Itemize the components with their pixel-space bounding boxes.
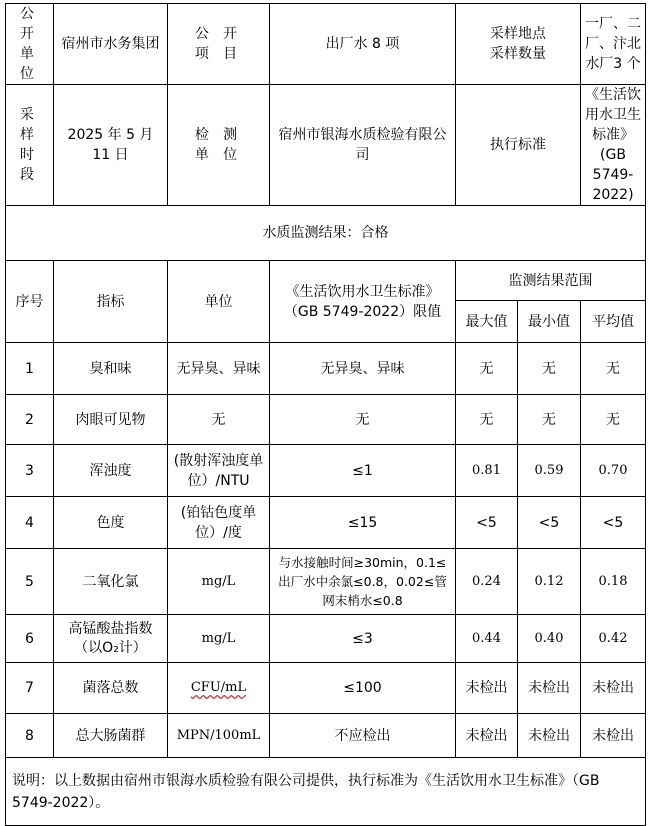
- row-min: 无: [518, 343, 581, 395]
- row-limit: 无异臭、异味: [270, 343, 456, 395]
- col-range: 监测结果范围: [456, 261, 646, 301]
- col-min: 最小值: [518, 301, 581, 343]
- col-limit: 《生活饮用水卫生标准》（GB 5749-2022）限值: [270, 261, 456, 343]
- row-unit: (铂钴色度单位）/度: [168, 497, 270, 549]
- row-min: 0.59: [518, 445, 581, 497]
- sampling-time-value: 2025 年 5 月 11 日: [54, 85, 168, 206]
- table-row: [6, 445, 646, 497]
- row-no: 6: [6, 615, 54, 663]
- table-row: [6, 343, 646, 395]
- row-min: <5: [518, 497, 581, 549]
- row-avg: 0.42: [581, 615, 646, 663]
- table-row: [6, 615, 646, 663]
- row-indicator: 臭和味: [54, 343, 168, 395]
- row-no: 2: [6, 395, 54, 445]
- disclosure-unit-label: 公 开 单 位: [6, 4, 54, 85]
- row-min: 未检出: [518, 714, 581, 758]
- row-unit: 无异臭、异味: [168, 343, 270, 395]
- row-limit: ≤1: [270, 445, 456, 497]
- row-limit: 与水接触时间≥30min，0.1≤出厂水中余氯≤0.8，0.02≤管网末梢水≤0.8: [270, 549, 456, 615]
- disclosure-unit-value: 宿州市水务集团: [54, 4, 168, 85]
- row-no: 8: [6, 714, 54, 758]
- standard-value: 《生活饮用水卫生标准》(GB 5749-2022): [581, 85, 646, 206]
- row-unit: mg/L: [168, 549, 270, 615]
- row-no: 4: [6, 497, 54, 549]
- testing-unit-value: 宿州市银海水质检验有限公司: [270, 85, 456, 206]
- row-max: 0.24: [456, 549, 518, 615]
- table-row: [6, 549, 646, 615]
- standard-label: 执行标准: [456, 85, 581, 206]
- row-max: 未检出: [456, 663, 518, 714]
- row-limit: ≤100: [270, 663, 456, 714]
- row-indicator: 菌落总数: [54, 663, 168, 714]
- row-unit: MPN/100mL: [168, 714, 270, 758]
- row-avg: 无: [581, 343, 646, 395]
- row-avg: 无: [581, 395, 646, 445]
- row-avg: 0.18: [581, 549, 646, 615]
- row-indicator: 肉眼可见物: [54, 395, 168, 445]
- row-limit: 无: [270, 395, 456, 445]
- result-line: 水质监测结果：合格: [6, 206, 646, 261]
- row-avg: 0.70: [581, 445, 646, 497]
- disclosure-item-label: 公 开 项 目: [168, 4, 270, 85]
- table-row: [6, 714, 646, 758]
- row-no: 7: [6, 663, 54, 714]
- row-indicator: 高锰酸盐指数（以O₂计）: [54, 615, 168, 663]
- row-indicator: 二氧化氯: [54, 549, 168, 615]
- sampling-value: 一厂、二厂、汴北水厂3 个: [581, 4, 646, 85]
- col-avg: 平均值: [581, 301, 646, 343]
- col-indicator: 指标: [54, 261, 168, 343]
- row-unit: 无: [168, 395, 270, 445]
- row-indicator: 浑浊度: [54, 445, 168, 497]
- sampling-label: 采样地点 采样数量: [456, 4, 581, 85]
- col-max: 最大值: [456, 301, 518, 343]
- row-indicator: 色度: [54, 497, 168, 549]
- row-avg: 未检出: [581, 663, 646, 714]
- row-max: 0.44: [456, 615, 518, 663]
- testing-unit-label: 检 测 单 位: [168, 85, 270, 206]
- row-max: 未检出: [456, 714, 518, 758]
- row-avg: <5: [581, 497, 646, 549]
- row-no: 5: [6, 549, 54, 615]
- row-max: 无: [456, 343, 518, 395]
- table-row: [6, 663, 646, 714]
- sampling-time-label: 采 样 时 段: [6, 85, 54, 206]
- col-no: 序号: [6, 261, 54, 343]
- row-max: 0.81: [456, 445, 518, 497]
- table-row: [6, 395, 646, 445]
- footnote: 说明：以上数据由宿州市银海水质检验有限公司提供，执行标准为《生活饮用水卫生标准》（GB 5749-2022）。: [6, 758, 646, 826]
- row-no: 3: [6, 445, 54, 497]
- row-min: 无: [518, 395, 581, 445]
- col-unit: 单位: [168, 261, 270, 343]
- row-min: 未检出: [518, 663, 581, 714]
- water-quality-table: [5, 3, 646, 826]
- row-unit: CFU/mL: [190, 680, 247, 695]
- row-min: 0.40: [518, 615, 581, 663]
- table-row: [6, 497, 646, 549]
- row-avg: 未检出: [581, 714, 646, 758]
- row-max: 无: [456, 395, 518, 445]
- row-no: 1: [6, 343, 54, 395]
- row-unit: (散射浑浊度单位）/NTU: [168, 445, 270, 497]
- row-max: <5: [456, 497, 518, 549]
- row-unit: mg/L: [168, 615, 270, 663]
- row-limit: 不应检出: [270, 714, 456, 758]
- row-limit: ≤15: [270, 497, 456, 549]
- row-indicator: 总大肠菌群: [54, 714, 168, 758]
- disclosure-item-value: 出厂水 8 项: [270, 4, 456, 85]
- row-limit: ≤3: [270, 615, 456, 663]
- row-min: 0.12: [518, 549, 581, 615]
